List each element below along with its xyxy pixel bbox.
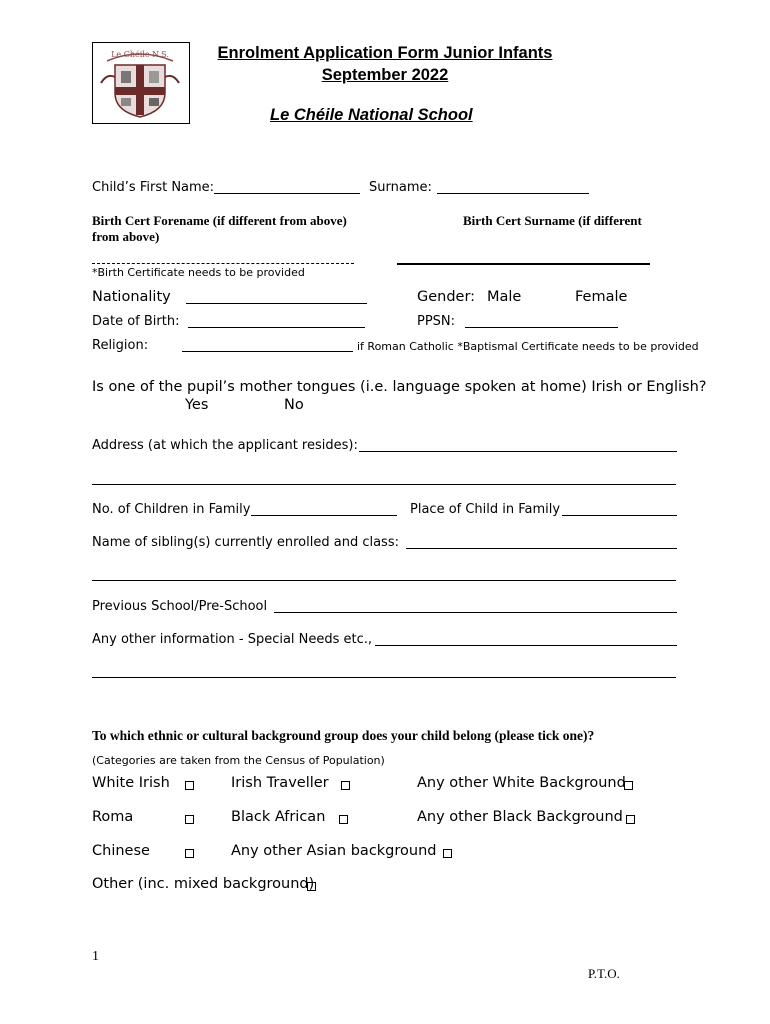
other-info-field-line1[interactable] <box>375 645 677 646</box>
siblings-label: Name of sibling(s) currently enrolled and class: <box>92 535 399 550</box>
surname-field[interactable] <box>437 193 589 194</box>
surname-label: Surname: <box>369 180 432 195</box>
other-info-label: Any other information - Special Needs etc., <box>92 632 373 647</box>
cert-forename-label: Birth Cert Forename (if different from above) <box>92 213 347 228</box>
opt-other-black-label: Any other Black Background <box>417 809 623 825</box>
ppsn-field[interactable] <box>465 327 618 328</box>
other-info-field-line2[interactable] <box>92 677 676 678</box>
dob-field[interactable] <box>188 327 365 328</box>
other-black-checkbox[interactable] <box>626 815 635 824</box>
religion-label: Religion: <box>92 338 149 353</box>
first-name-label: Child’s First Name: <box>92 180 215 195</box>
gender-female-option[interactable]: Female <box>575 289 628 305</box>
opt-black-african-label: Black African <box>231 809 326 825</box>
cert-note: *Birth Certificate needs to be provided <box>92 266 305 279</box>
address-field-line2[interactable] <box>92 484 676 485</box>
form-subtitle: September 2022 <box>321 66 449 84</box>
opt-other-mixed-label: Other (inc. mixed background) <box>92 876 315 892</box>
other-white-checkbox[interactable] <box>624 781 633 790</box>
dob-label: Date of Birth: <box>92 314 180 329</box>
opt-traveller-label: Irish Traveller <box>231 775 329 791</box>
num-children-field[interactable] <box>251 515 397 516</box>
ethnic-question: To which ethnic or cultural background group does your child belong (please tick one)? <box>92 728 595 743</box>
ethnic-note: (Categories are taken from the Census of Population) <box>92 754 385 767</box>
religion-field[interactable] <box>182 351 353 352</box>
nationality-label: Nationality <box>92 289 171 305</box>
num-children-label: No. of Children in Family <box>92 502 251 517</box>
page-number: 1 <box>92 949 99 964</box>
cert-forename-label-cont: from above) <box>92 229 160 244</box>
opt-other-asian-label: Any other Asian background <box>231 843 437 859</box>
opt-other-white-label: Any other White Background <box>417 775 626 791</box>
prev-school-field[interactable] <box>274 612 677 613</box>
mother-tongue-yes[interactable]: Yes <box>185 397 209 413</box>
chinese-checkbox[interactable] <box>185 849 194 858</box>
religion-note: if Roman Catholic *Baptismal Certificate needs to be provided <box>357 340 699 353</box>
siblings-field-line1[interactable] <box>406 548 677 549</box>
svg-text:Le Chéile N.S.: Le Chéile N.S. <box>111 50 169 59</box>
cert-surname-label: Birth Cert Surname (if different <box>463 213 642 228</box>
gender-label: Gender: <box>417 289 476 305</box>
gender-male-option[interactable]: Male <box>487 289 522 305</box>
place-child-label: Place of Child in Family <box>410 502 561 517</box>
place-child-field[interactable] <box>562 515 677 516</box>
nationality-field[interactable] <box>186 303 367 304</box>
roma-checkbox[interactable] <box>185 815 194 824</box>
address-field-line1[interactable] <box>359 451 677 452</box>
school-name: Le Chéile National School <box>270 106 473 124</box>
black-african-checkbox[interactable] <box>339 815 348 824</box>
prev-school-label: Previous School/Pre-School <box>92 599 268 614</box>
mother-tongue-question: Is one of the pupil’s mother tongues (i.e. language spoken at home) Irish or English? <box>92 379 707 395</box>
opt-white-irish-label: White Irish <box>92 775 170 791</box>
opt-chinese-label: Chinese <box>92 843 150 859</box>
other-mixed-checkbox[interactable] <box>307 882 316 891</box>
first-name-field[interactable] <box>214 193 360 194</box>
cert-forename-field[interactable] <box>92 263 354 264</box>
opt-roma-label: Roma <box>92 809 134 825</box>
address-label: Address (at which the applicant resides): <box>92 438 358 453</box>
cert-surname-field[interactable] <box>397 263 650 265</box>
traveller-checkbox[interactable] <box>341 781 350 790</box>
siblings-field-line2[interactable] <box>92 580 676 581</box>
form-title: Enrolment Application Form Junior Infants <box>217 44 553 62</box>
other-asian-checkbox[interactable] <box>443 849 452 858</box>
white-irish-checkbox[interactable] <box>185 781 194 790</box>
pto-label: P.T.O. <box>588 966 620 981</box>
mother-tongue-no[interactable]: No <box>284 397 304 413</box>
ppsn-label: PPSN: <box>417 314 456 329</box>
